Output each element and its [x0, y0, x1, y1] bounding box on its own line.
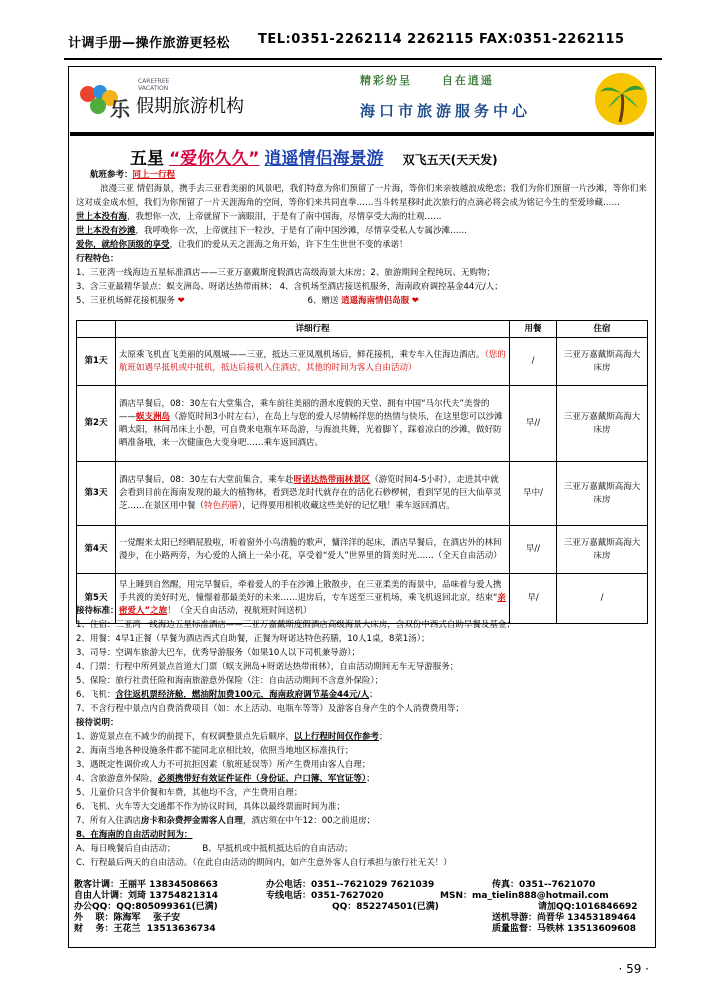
day-detail: 一觉醒来太阳已经晒屁股啦，听着窗外小鸟清脆的歌声，慵洋洋的起床，酒店早餐后，在酒店外的林间漫步，在小路两旁，为心爱的人摘上一朵小花，享受着“爱人”世界里的简美时光……（全天自由活动） [116, 526, 510, 574]
day-label: 第2天 [77, 386, 116, 462]
agency-logo [76, 74, 306, 126]
day-detail: 早上睡到自然醒，用完早餐后，牵着爱人的手在沙滩上散散步，在三亚柔美的海景中，品味着与爱人携手共渡的美好时光，憧憬着那最美好的未来……退房后，专车送至三亚机场，乘飞机返回北京，结束“亲密爱人”之旅！（全天自由活动，视航班时间送机） [116, 574, 510, 624]
tour-title [130, 144, 650, 170]
table-row [77, 462, 648, 526]
feature-3: 5、三亚机场鲜花接机服务 ❤ 6、赠送 逍遥海南情侣岛服 ❤ [76, 296, 419, 306]
day-meal: 早// [510, 526, 557, 574]
slogan-2: 自在逍遥 [441, 74, 494, 87]
header-divider [64, 58, 662, 60]
day-detail: 酒店早餐后，08：30左右大堂前集合，乘车赴呀诺达热带雨林景区（游览时间4-5小时），走进其中就会看到目前在海南发现的最大的植物林，看到恐龙时代就存在的活化石桫椤树，看到罕见的巨大仙草灵芝……在景区用中餐（特色药膳），记得要用相机收藏这些美好的记忆哦！乘车返回酒店。 [116, 462, 510, 526]
note-6: 6、飞机、火车等大交通都不作为协议时间，具体以最终票面时间为准； [76, 802, 345, 812]
header-blank [77, 321, 116, 338]
day-label: 第4天 [77, 526, 116, 574]
feature-1: 1、三亚湾一线海边五星标准酒店——三亚万嘉戴斯度假酒店高级海景大床房；2、旅游期间全程纯玩、无购物； [76, 268, 495, 278]
day-hotel: / [557, 574, 648, 624]
standard-6: 6、飞机：含往返机票经济舱，燃油附加费100元，海南政府调节基金44元/人； [76, 690, 378, 700]
table-row [77, 526, 648, 574]
intro-line-sea: 世上本没有海，我想你一次，上帝就留下一滴眼泪，于是有了南中国海，尽情享受大海的壮观…… [76, 212, 442, 222]
service-center-name: 海口市旅游服务中心 [360, 102, 532, 120]
features-heading: 行程特色： [76, 254, 119, 264]
notes-heading: 接待说明： [76, 718, 119, 728]
note-1: 1、游览景点在不减少的前提下，有权调整景点先后顺序，以上行程时间仅作参考； [76, 732, 388, 742]
header-detail: 详细行程 [116, 321, 510, 338]
note-4: 4、含旅游意外保险，必须携带好有效证件证件（身份证、户口簿、军官证等）； [76, 774, 375, 784]
table-row [77, 338, 648, 386]
day-hotel: 三亚万嘉戴斯高海大床房 [557, 462, 648, 526]
note-8a: A、每日晚餐后自由活动； B、早抵机或中抵机抵达后的自由活动； [76, 844, 353, 854]
footer-row: 散客计调：王丽平 13834508663 办公电话：0351--7621029 7621039 传真：0351--7621070 [74, 880, 596, 890]
title-suffix: 逍遥情侣海景游 [264, 149, 384, 169]
intro-line-beach: 世上本没有沙滩，我呼唤你一次，上帝就挂下一粒沙，于是有了南中国沙滩，尽情享受私人专属沙滩…… [76, 226, 468, 236]
intro-section [76, 168, 648, 308]
itinerary-header-row [77, 321, 648, 338]
title-prefix: 五星 [130, 149, 164, 169]
standard-1: 1、住宿：三亚湾一线海边五星标准酒店——三亚万嘉戴斯度假酒店高级海景大床房，含双份中西式自助早餐及基金； [76, 620, 515, 630]
day-detail: 太原乘飞机直飞美丽的风凰城——三亚，抵达三亚凤凰机场后，鲜花接机，乘专车入住海边酒店。（您的航班如遇早抵机或中抵机，抵达后接机入住酒店，其他的时间为客人自由活动） [116, 338, 510, 386]
header-contact: TEL:0351-2262114 2262115 FAX:0351-2262115 [258, 32, 625, 47]
standards-section [76, 604, 648, 870]
note-5: 5、儿童价只含半价餐和车费，其他均不含，产生费用自理； [76, 788, 303, 798]
heart-icon: ❤ [411, 296, 419, 306]
standard-2: 2、用餐：4早1正餐（早餐为酒店西式自助餐，正餐为呀诺达特色药膳，10人1桌，8菜1汤）； [76, 634, 430, 644]
standard-3: 3、司导：空调车旅游大巴车，优秀导游服务（如果10人以下司机兼导游）； [76, 648, 360, 658]
slogan [360, 72, 590, 88]
page-number: · 59 · [618, 962, 649, 976]
banner-right [360, 72, 590, 126]
title-name: “爱你久久” [169, 149, 260, 169]
footer-row: 外 联：陈海军 张子安 送机导游：尚晋华 13453189464 [74, 913, 637, 923]
standard-5: 5、保险：旅行社责任险和海南旅游意外保险（注：自由活动期间不含意外保险）； [76, 676, 384, 686]
agency-name: 假期旅游机构 [136, 96, 244, 117]
flight-reference [76, 168, 648, 182]
footer-row: 办公QQ：QQ:805099361(已满) QQ：852274501(已满) 请加QQ:1016846692 [74, 902, 638, 912]
note-8: 8、在海南的自由活动时间为： [76, 830, 193, 840]
standards-heading: 接待标准： [76, 606, 119, 616]
flight-label: 航班参考： [90, 170, 133, 180]
day-meal: 早中/ [510, 462, 557, 526]
standard-7: 7、不含行程中景点内自费消费项目（如：水上活动、电瓶车等等）及游客自身产生的个人消费费用等； [76, 704, 464, 714]
feature-2: 3、含三亚最精华景点：蜈支洲岛、呀诺达热带雨林； 4、含机场至酒店接送机服务，海南政府调控基金44元/人； [76, 282, 503, 292]
intro-paragraph: 浪漫三亚 情侣海景，携手去三亚看美丽的风景吧，我们特意为你们预留了一片海，等你们来亲彼越浪成绝恋；我们为你们预留一片沙滩，等你们来这对成金成水恒，我们为你预留了一片天涯海角的空间，等你们来共同直拳……当斗转星移时此次旅行的点滴必将会成为铭记今生的至爱珍藏…… [76, 184, 647, 208]
day-hotel: 三亚万嘉戴斯高海大床房 [557, 386, 648, 462]
day-label: 第3天 [77, 462, 116, 526]
table-row [77, 386, 648, 462]
contact-footer [70, 880, 654, 946]
heart-icon: ❤ [177, 296, 185, 306]
note-2: 2、海南当地各种设施条件都不能同北京相比较，依照当地地区标准执行； [76, 746, 354, 756]
note-3: 3、遇既定性调价或人力不可抗拒因素（航班延误等）所产生费用由客人自理； [76, 760, 371, 770]
day-detail: 酒店早餐后，08：30左右大堂集合，乘车前往美丽的潜水度假的天堂、拥有中国“马尔代夫”美誉的——蜈支洲岛（游览时间3小时左右），在岛上与您的爱人尽情畅徉您的热情与快乐，在这里您可以沙滩晒太阳，林间吊床上小憩，可自费来电瓶车环岛游，与海浪共舞，光着脚丫，踩着凉白的沙滩，做好防晒准备哦，来一次健康色大变身吧……乘车返回酒店。 [116, 386, 510, 462]
title-subtitle: 双飞五天(天天发) [402, 153, 498, 167]
svg-text:乐: 乐 [110, 97, 130, 120]
day-meal: / [510, 338, 557, 386]
agency-banner [70, 68, 654, 130]
flight-value: 同上一行程 [132, 170, 176, 180]
footer-row: 财 务：王花兰 13513636734 质量监督：马铁林 13513609608 [74, 924, 637, 934]
day-label: 第5天 [77, 574, 116, 624]
day-meal: 早// [510, 386, 557, 462]
intro-line-love: 爱你，就给你顶级的享受，让我们的爱从天之涯海之角开始，许下生生世世不变的承诺！ [76, 240, 408, 250]
header-hotel: 住宿 [557, 321, 648, 338]
footer-row: 自由人计调：刘琦 13754821314 专线电话：0351-7627020 MSN：ma_tielin888@hotmail.com [74, 891, 609, 901]
day-hotel: 三亚万嘉戴斯高海大床房 [557, 338, 648, 386]
day-hotel: 三亚万嘉戴斯高海大床房 [557, 526, 648, 574]
note-7: 7、所有入住酒店房卡和杂费押金需客人自理，酒店须在中午12：00之前退房； [76, 816, 376, 826]
itinerary-table [76, 320, 648, 624]
note-8b: C、行程最后两天的自由活动。（在此自由活动的期间内，如产生意外客人自行承担与旅行社无关！） [76, 858, 452, 868]
header-bar [68, 32, 658, 54]
day-meal: 早/ [510, 574, 557, 624]
banner-divider [70, 132, 654, 136]
slogan-1: 精彩纷呈 [360, 74, 412, 87]
day-label: 第1天 [77, 338, 116, 386]
header-meal: 用餐 [510, 321, 557, 338]
header-title: 计调手册—操作旅游更轻松 [68, 36, 231, 51]
palm-tree-icon [594, 72, 648, 126]
logo-mark-icon [76, 80, 136, 120]
logo-small-text: CAREFREE VACATION [138, 78, 170, 92]
standard-4: 4、门票：行程中所列景点首道大门票（蜈支洲岛+呀诺达热带雨林），自由活动期间无车无导游服务； [76, 662, 459, 672]
